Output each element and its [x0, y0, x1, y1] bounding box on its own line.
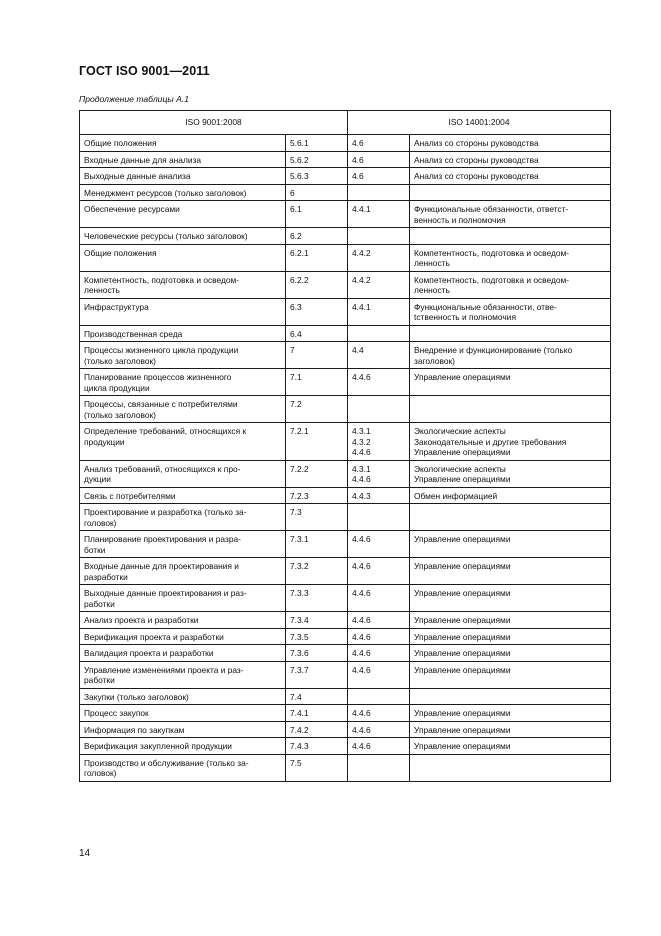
iso9001-clause-cell: 6.4: [286, 325, 348, 342]
iso9001-clause-cell: 7.4: [286, 688, 348, 705]
iso14001-clause-cell: [348, 754, 410, 781]
iso9001-title-cell: Производство и обслуживание (только за- головок): [80, 754, 286, 781]
table-row: [80, 688, 611, 705]
iso14001-clause-cell: 4.4.2: [348, 244, 410, 271]
iso9001-title-cell: Управление изменениями проекта и раз- работки: [80, 661, 286, 688]
iso14001-clause-cell: 4.4.1: [348, 298, 410, 325]
iso9001-title-cell: Верификация закупленной продукции: [80, 738, 286, 755]
table-row: [80, 151, 611, 168]
iso14001-title-cell: [410, 754, 611, 781]
table-row: [80, 585, 611, 612]
iso9001-title-cell: Процессы, связанные с потребителями (только заголовок): [80, 396, 286, 423]
table-row: [80, 531, 611, 558]
iso14001-title-cell: Управление операциями: [410, 369, 611, 396]
iso14001-title-cell: Управление операциями: [410, 558, 611, 585]
table-row: [80, 244, 611, 271]
iso9001-title-cell: Обеспечение ресурсами: [80, 201, 286, 228]
iso14001-title-cell: Экологические аспекты Управление операциями: [410, 460, 611, 487]
iso14001-title-cell: Анализ со стороны руководства: [410, 168, 611, 185]
iso14001-title-cell: [410, 228, 611, 245]
iso9001-clause-cell: 7.4.1: [286, 705, 348, 722]
iso14001-title-cell: Функциональные обязанности, ответст- венность и полномочия: [410, 201, 611, 228]
iso14001-clause-cell: 4.4.6: [348, 645, 410, 662]
table-row: [80, 168, 611, 185]
iso9001-title-cell: Информация по закупкам: [80, 721, 286, 738]
iso9001-clause-cell: 7.1: [286, 369, 348, 396]
iso14001-title-cell: Внедрение и функционирование (только заголовок): [410, 342, 611, 369]
iso14001-clause-cell: 4.4.2: [348, 271, 410, 298]
iso14001-clause-cell: 4.4.6: [348, 705, 410, 722]
table-row: [80, 201, 611, 228]
iso9001-clause-cell: 7.4.2: [286, 721, 348, 738]
iso14001-clause-cell: [348, 228, 410, 245]
iso9001-title-cell: Компетентность, подготовка и осведом- ленность: [80, 271, 286, 298]
iso9001-clause-cell: 5.6.3: [286, 168, 348, 185]
table-row: [80, 558, 611, 585]
iso14001-title-cell: Компетентность, подготовка и осведом- ленность: [410, 244, 611, 271]
table-row: [80, 423, 611, 461]
iso14001-title-cell: [410, 325, 611, 342]
iso9001-title-cell: Планирование процессов жизненного цикла продукции: [80, 369, 286, 396]
table-row: [80, 460, 611, 487]
iso14001-title-cell: Анализ со стороны руководства: [410, 135, 611, 152]
iso14001-clause-cell: 4.4.6: [348, 369, 410, 396]
iso14001-title-cell: Управление операциями: [410, 721, 611, 738]
iso14001-title-cell: [410, 184, 611, 201]
table-row: [80, 738, 611, 755]
iso9001-title-cell: Входные данные для проектирования и разработки: [80, 558, 286, 585]
iso14001-clause-cell: 4.6: [348, 135, 410, 152]
iso9001-clause-cell: 7.3.7: [286, 661, 348, 688]
iso9001-clause-cell: 6: [286, 184, 348, 201]
document-header: ГОСТ ISO 9001—2011: [79, 64, 210, 78]
iso9001-title-cell: Связь с потребителями: [80, 487, 286, 504]
iso14001-title-cell: Управление операциями: [410, 738, 611, 755]
iso14001-clause-cell: 4.4.1: [348, 201, 410, 228]
iso14001-clause-cell: [348, 688, 410, 705]
iso14001-title-cell: Управление операциями: [410, 661, 611, 688]
iso9001-title-cell: Выходные данные анализа: [80, 168, 286, 185]
iso14001-clause-cell: 4.4.3: [348, 487, 410, 504]
iso14001-clause-cell: 4.4.6: [348, 721, 410, 738]
table-row: [80, 661, 611, 688]
table-row: [80, 645, 611, 662]
col-header-iso14001: ISO 14001:2004: [348, 111, 611, 135]
iso9001-clause-cell: 7.3: [286, 504, 348, 531]
iso14001-title-cell: [410, 396, 611, 423]
correspondence-table: [79, 110, 611, 782]
table-row: [80, 325, 611, 342]
iso9001-clause-cell: 6.1: [286, 201, 348, 228]
iso14001-title-cell: [410, 504, 611, 531]
table-row: [80, 369, 611, 396]
iso9001-clause-cell: 7.2: [286, 396, 348, 423]
iso14001-title-cell: Управление операциями: [410, 705, 611, 722]
iso9001-title-cell: Определение требований, относящихся к продукции: [80, 423, 286, 461]
table-row: [80, 396, 611, 423]
iso9001-title-cell: Менеджмент ресурсов (только заголовок): [80, 184, 286, 201]
iso9001-title-cell: Закупки (только заголовок): [80, 688, 286, 705]
iso9001-clause-cell: 7.3.6: [286, 645, 348, 662]
iso14001-clause-cell: 4.4.6: [348, 612, 410, 629]
iso14001-clause-cell: [348, 325, 410, 342]
iso9001-title-cell: Общие положения: [80, 135, 286, 152]
iso14001-clause-cell: [348, 504, 410, 531]
iso9001-clause-cell: 5.6.2: [286, 151, 348, 168]
iso9001-clause-cell: 7.4.3: [286, 738, 348, 755]
iso9001-title-cell: Анализ требований, относящихся к про- дукции: [80, 460, 286, 487]
table-row: [80, 342, 611, 369]
table-row: [80, 184, 611, 201]
iso9001-title-cell: Входные данные для анализа: [80, 151, 286, 168]
iso14001-clause-cell: 4.4.6: [348, 661, 410, 688]
iso9001-title-cell: Верификация проекта и разработки: [80, 628, 286, 645]
table-row: [80, 628, 611, 645]
table-row: [80, 721, 611, 738]
iso9001-title-cell: Процесс закупок: [80, 705, 286, 722]
table-row: [80, 228, 611, 245]
iso9001-title-cell: Проектирование и разработка (только за- головок): [80, 504, 286, 531]
iso14001-clause-cell: [348, 184, 410, 201]
iso14001-title-cell: Управление операциями: [410, 585, 611, 612]
iso14001-clause-cell: 4.4.6: [348, 585, 410, 612]
col-header-iso9001: ISO 9001:2008: [80, 111, 348, 135]
table-row: [80, 135, 611, 152]
iso14001-title-cell: Управление операциями: [410, 531, 611, 558]
iso14001-clause-cell: 4.3.1 4.4.6: [348, 460, 410, 487]
iso9001-title-cell: Валидация проекта и разработки: [80, 645, 286, 662]
iso9001-title-cell: Процессы жизненного цикла продукции (только заголовок): [80, 342, 286, 369]
iso9001-title-cell: Выходные данные проектирования и раз- работки: [80, 585, 286, 612]
iso14001-clause-cell: 4.4.6: [348, 628, 410, 645]
iso14001-title-cell: Экологические аспекты Законодательные и другие требования Управление операциями: [410, 423, 611, 461]
table-row: [80, 612, 611, 629]
iso14001-clause-cell: 4.6: [348, 168, 410, 185]
iso9001-title-cell: Человеческие ресурсы (только заголовок): [80, 228, 286, 245]
table-header-row: [80, 111, 611, 135]
page-number: 14: [79, 848, 91, 859]
iso9001-title-cell: Инфраструктура: [80, 298, 286, 325]
iso9001-clause-cell: 5.6.1: [286, 135, 348, 152]
iso14001-clause-cell: 4.6: [348, 151, 410, 168]
iso9001-title-cell: Общие положения: [80, 244, 286, 271]
iso9001-clause-cell: 6.3: [286, 298, 348, 325]
iso9001-title-cell: Анализ проекта и разработки: [80, 612, 286, 629]
iso14001-clause-cell: 4.4.6: [348, 531, 410, 558]
table-row: [80, 298, 611, 325]
iso14001-title-cell: Обмен информацией: [410, 487, 611, 504]
iso9001-clause-cell: 6.2: [286, 228, 348, 245]
iso9001-title-cell: Производственная среда: [80, 325, 286, 342]
table-row: [80, 487, 611, 504]
iso14001-clause-cell: 4.3.1 4.3.2 4.4.6: [348, 423, 410, 461]
iso14001-title-cell: Функциональные обязанности, отве- tственность и полномочия: [410, 298, 611, 325]
iso14001-title-cell: Управление операциями: [410, 628, 611, 645]
iso9001-clause-cell: 7: [286, 342, 348, 369]
iso9001-clause-cell: 6.2.2: [286, 271, 348, 298]
table-row: [80, 271, 611, 298]
table-row: [80, 504, 611, 531]
iso14001-clause-cell: 4.4.6: [348, 558, 410, 585]
iso14001-title-cell: Анализ со стороны руководства: [410, 151, 611, 168]
iso14001-title-cell: [410, 688, 611, 705]
iso14001-clause-cell: [348, 396, 410, 423]
iso14001-clause-cell: 4.4.6: [348, 738, 410, 755]
iso9001-clause-cell: 7.3.2: [286, 558, 348, 585]
iso9001-clause-cell: 6.2.1: [286, 244, 348, 271]
iso14001-title-cell: Управление операциями: [410, 645, 611, 662]
table-row: [80, 754, 611, 781]
iso9001-title-cell: Планирование проектирования и разра- ботки: [80, 531, 286, 558]
table-caption: Продолжение таблицы А.1: [79, 94, 189, 104]
iso9001-clause-cell: 7.3.3: [286, 585, 348, 612]
iso14001-clause-cell: 4.4: [348, 342, 410, 369]
iso9001-clause-cell: 7.3.1: [286, 531, 348, 558]
table-row: [80, 705, 611, 722]
iso9001-clause-cell: 7.3.5: [286, 628, 348, 645]
iso9001-clause-cell: 7.2.1: [286, 423, 348, 461]
iso9001-clause-cell: 7.2.3: [286, 487, 348, 504]
iso14001-title-cell: Компетентность, подготовка и осведом- ленность: [410, 271, 611, 298]
iso9001-clause-cell: 7.2.2: [286, 460, 348, 487]
iso14001-title-cell: Управление операциями: [410, 612, 611, 629]
iso9001-clause-cell: 7.3.4: [286, 612, 348, 629]
iso9001-clause-cell: 7.5: [286, 754, 348, 781]
